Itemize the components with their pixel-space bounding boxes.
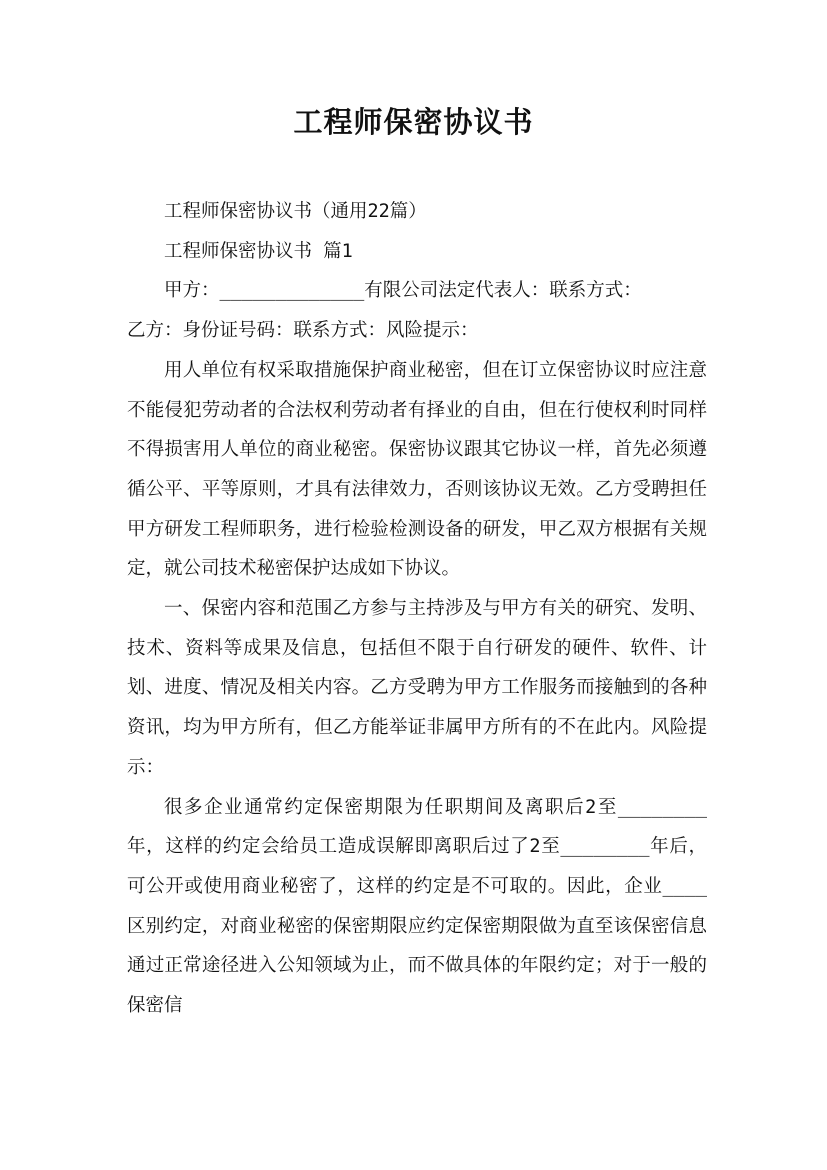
- subtitle-paragraph: 工程师保密协议书（通用22篇）: [164, 201, 427, 222]
- section-heading: 工程师保密协议书 篇1: [164, 240, 353, 262]
- risk-note-paragraph: 很多企业通常约定保密期限为任职期间及离职后2至________年，这样的约定会给员工造成误解即离职后过了2至________年后，可公开或使用商业秘密了，这样的约定是不可取的。因此，企业____区别约定，对商业秘密的保密期限应约定保密期限做为直至该保密信息通过正常途径进入公知领域为止，而不做具体的年限约定；对于一般的保密信: [127, 796, 707, 1017]
- document-body: [127, 192, 707, 1026]
- clause-1-paragraph: 一、保密内容和范围乙方参与主持涉及与甲方有关的研究、发明、技术、资料等成果及信息，包括但不限于自行研发的硬件、软件、计划、进度、情况及相关内容。乙方受聘为甲方工作服务而接触到的各种资讯，均为甲方所有，但乙方能举证非属甲方所有的不在此内。风险提示：: [127, 598, 707, 778]
- party-a-line: 甲方：_____________有限公司法定代表人：联系方式：: [164, 280, 642, 302]
- intro-paragraph: 用人单位有权采取措施保护商业秘密，但在订立保密协议时应注意不能侵犯劳动者的合法权利劳动者有择业的自由，但在行使权利时同样不得损害用人单位的商业秘密。保密协议跟其它协议一样，首先必须遵循公平、平等原则，才具有法律效力，否则该协议无效。乙方受聘担任甲方研发工程师职务，进行检验检测设备的研发，甲乙双方根据有关规定，就公司技术秘密保护达成如下协议。: [127, 359, 707, 580]
- party-b-line: 乙方：身份证号码：联系方式：风险提示：: [127, 320, 479, 342]
- document-title: 工程师保密协议书: [293, 105, 534, 139]
